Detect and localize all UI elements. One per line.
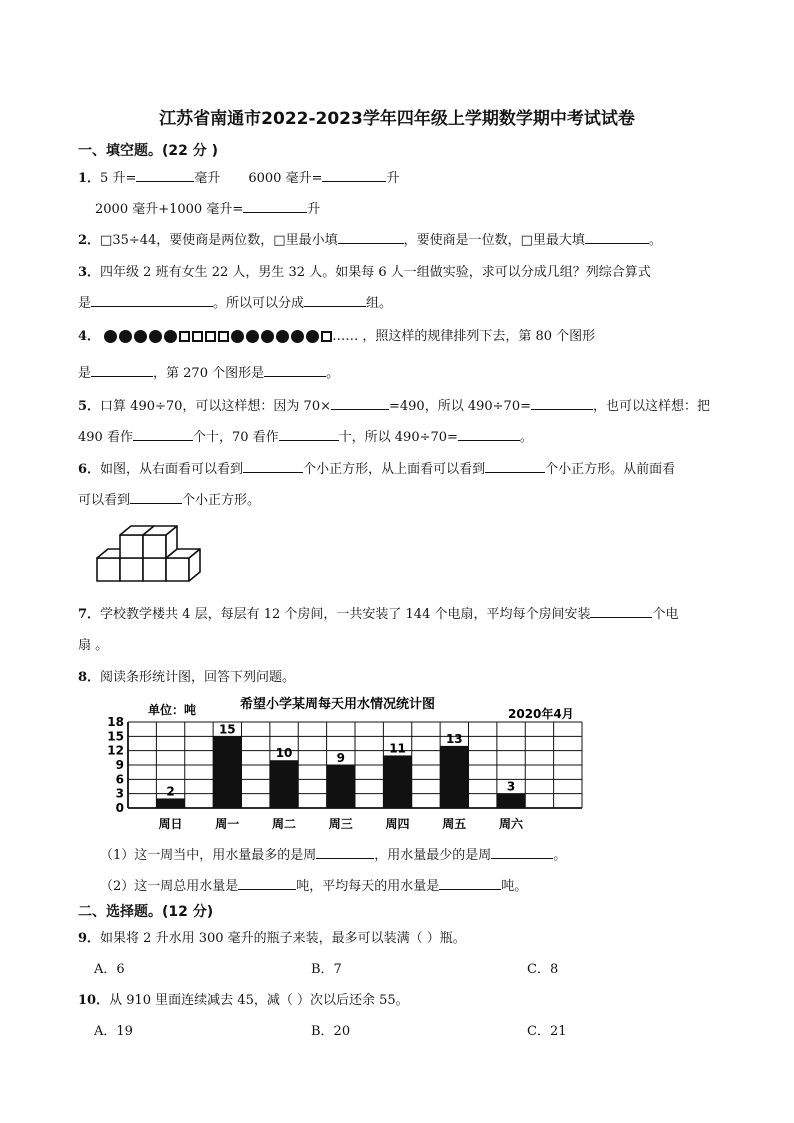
circle-shape — [276, 330, 289, 343]
question-number: 9． — [78, 931, 101, 946]
chart-x-labels — [159, 816, 525, 831]
question-8-sub-2 — [100, 875, 527, 894]
answer-blank[interactable] — [331, 397, 389, 410]
circle-shape — [306, 330, 319, 343]
section-fill-in: 一、填空题。(22 分 ) — [78, 143, 219, 159]
chart-date-label: 2020年4月 — [508, 707, 574, 721]
question-number: 10． — [78, 993, 110, 1008]
bar-value-label: 2 — [166, 784, 175, 799]
question-number: 6． — [78, 462, 101, 477]
q8-sub-text: ，用水量最少的是周 — [374, 848, 492, 863]
bar-周日 — [156, 798, 184, 808]
q9-option-c[interactable]: C．8 — [527, 962, 559, 977]
q1-text-c2: 升 — [307, 202, 321, 217]
square-shape — [205, 331, 216, 342]
answer-blank[interactable] — [531, 397, 593, 410]
circle-shape — [246, 330, 259, 343]
question-5-line-1 — [78, 395, 710, 414]
q6-text: 个小正方形。从前面看 — [545, 462, 676, 477]
bar-value-label: 10 — [275, 746, 293, 761]
q3-text: 。所以可以分成 — [213, 296, 305, 311]
shape-pattern — [104, 330, 332, 343]
page-title: 江苏省南通市2022-2023学年四年级上学期数学期中考试试卷 — [159, 109, 635, 129]
q8-sub-text: 吨。 — [501, 879, 528, 894]
question-1-line-2 — [95, 198, 320, 217]
q9-stem: 如果将 2 升水用 300 毫升的瓶子来装，最多可以装满（ ）瓶。 — [100, 931, 466, 946]
question-1-line-1 — [78, 167, 399, 186]
q1-text-a2: 毫升 — [194, 171, 221, 186]
answer-blank[interactable] — [130, 491, 182, 504]
question-3-line-1 — [78, 261, 651, 280]
question-7-line-2 — [78, 634, 108, 653]
q1-text-a: 5 升= — [100, 171, 137, 186]
answer-blank[interactable] — [458, 428, 520, 441]
q8-sub-text: （2）这一周总用水量是 — [100, 879, 239, 894]
answer-blank[interactable] — [136, 169, 194, 182]
q10-option-b[interactable]: B．20 — [311, 1024, 351, 1039]
question-4-line-1 — [78, 325, 595, 344]
answer-blank[interactable] — [491, 846, 553, 859]
y-tick-label: 18 — [107, 715, 124, 729]
q3-text: 组。 — [366, 296, 393, 311]
q1-text-b: 6000 毫升= — [248, 171, 323, 186]
chart-y-ticks — [107, 715, 124, 815]
q9-option-a[interactable]: A．6 — [94, 962, 125, 977]
bar-value-label: 13 — [445, 731, 463, 746]
answer-blank[interactable] — [485, 460, 545, 473]
y-tick-label: 3 — [115, 786, 124, 801]
question-6-line-2 — [78, 489, 260, 508]
bar-周四 — [383, 755, 411, 808]
circle-shape — [261, 330, 274, 343]
question-7-line-1 — [78, 603, 678, 622]
question-2 — [78, 229, 662, 248]
x-category-label: 周三 — [328, 817, 353, 831]
question-10 — [78, 989, 409, 1008]
answer-blank[interactable] — [304, 294, 366, 307]
bar-周五 — [440, 746, 468, 808]
circle-shape — [149, 330, 162, 343]
q9-option-b[interactable]: B．7 — [311, 962, 342, 977]
question-number: 5． — [78, 399, 101, 414]
q8-sub-text: （1）这一周当中，用水量最多的是周 — [100, 848, 317, 863]
question-number: 7． — [78, 607, 101, 622]
question-number: 3． — [78, 265, 101, 280]
bar-value-label: 11 — [389, 741, 406, 756]
q10-option-a[interactable]: A．19 — [94, 1024, 133, 1039]
q6-text: 可以看到 — [78, 493, 131, 508]
ellipsis: …… — [332, 329, 359, 344]
x-category-label: 周六 — [499, 817, 524, 831]
q1-text-b2: 升 — [386, 171, 400, 186]
q4-text: ，第 270 个图形是 — [153, 366, 265, 381]
q10-stem: 从 910 里面连续减去 45，减（ ）次以后还余 55。 — [109, 993, 409, 1008]
question-5-line-2 — [78, 426, 533, 445]
bar-value-label: 9 — [336, 751, 345, 765]
square-shape — [179, 331, 190, 342]
answer-blank[interactable] — [91, 294, 213, 307]
x-category-label: 周五 — [442, 817, 467, 831]
q10-option-c[interactable]: C．21 — [527, 1024, 567, 1039]
x-category-label: 周一 — [215, 817, 240, 831]
question-6-line-1 — [78, 458, 675, 477]
y-tick-label: 9 — [115, 758, 124, 772]
question-number: 2． — [78, 233, 101, 248]
q5-text: =490，所以 490÷70= — [389, 399, 531, 414]
answer-blank[interactable] — [590, 605, 652, 618]
question-8-sub-1 — [100, 844, 566, 863]
q8-sub-text: 吨，平均每天的用水量是 — [296, 879, 440, 894]
answer-blank[interactable] — [585, 231, 649, 244]
q6-text: 如图，从右面看可以看到 — [100, 462, 244, 477]
bar-周一 — [213, 736, 241, 808]
q4-text: 。 — [326, 366, 340, 381]
q6-text: 个小正方形，从上面看可以看到 — [303, 462, 486, 477]
answer-blank[interactable] — [243, 200, 307, 213]
y-tick-label: 15 — [107, 729, 124, 744]
x-category-label: 周二 — [272, 817, 297, 831]
question-number: 8． — [78, 670, 101, 685]
y-tick-label: 0 — [115, 801, 124, 815]
water-usage-bar-chart — [107, 690, 622, 836]
square-shape — [218, 331, 229, 342]
bar-value-label: 3 — [506, 779, 516, 794]
q8-text: 阅读条形统计图，回答下列问题。 — [100, 670, 296, 685]
x-category-label: 周日 — [158, 817, 183, 831]
answer-blank[interactable] — [338, 231, 404, 244]
question-8 — [78, 666, 295, 685]
x-category-label: 周四 — [385, 817, 410, 831]
q5-text: 。 — [519, 430, 533, 445]
chart-unit-label: 单位：吨 — [148, 703, 197, 717]
y-tick-label: 12 — [107, 743, 124, 758]
circle-shape — [134, 330, 147, 343]
q5-text: 个十，70 看作 — [192, 430, 279, 445]
q7-text: 学校教学楼共 4 层，每层有 12 个房间，一共安装了 144 个电扇，平均每个房间安装 — [100, 607, 591, 622]
answer-blank[interactable] — [264, 364, 326, 377]
q4-text: 是 — [78, 366, 92, 381]
q5-text: 十，所以 490÷70= — [338, 430, 458, 445]
q4-text: ，照这样的规律排列下去，第 80 个图形 — [362, 329, 596, 344]
y-tick-label: 6 — [115, 772, 124, 787]
q3-text: 四年级 2 班有女生 22 人，男生 32 人。如果每 6 人一组做实验，求可以分成几组？列综合算式 — [100, 265, 651, 280]
section-multiple-choice: 二、选择题。(12 分) — [78, 904, 214, 920]
q8-sub-text: 。 — [553, 848, 567, 863]
q2-text: 。 — [648, 233, 662, 248]
bar-周六 — [497, 794, 525, 808]
circle-shape — [104, 330, 117, 343]
q5-text: 口算 490÷70，可以这样想：因为 70× — [100, 399, 331, 414]
square-shape — [321, 331, 332, 342]
answer-blank[interactable] — [133, 428, 193, 441]
answer-blank[interactable] — [322, 169, 386, 182]
bar-value-label: 15 — [218, 722, 236, 737]
question-number: 4． — [78, 329, 101, 344]
chart-title: 希望小学某周每天用水情况统计图 — [240, 697, 436, 712]
q2-text: □35÷44，要使商是两位数，□里最小填 — [100, 233, 338, 248]
question-9 — [78, 927, 466, 946]
answer-blank[interactable] — [279, 428, 339, 441]
q5-text: ，也可以这样想：把 — [592, 399, 710, 414]
q1-text-c: 2000 毫升+1000 毫升= — [95, 202, 244, 217]
answer-blank[interactable] — [316, 846, 374, 859]
q7-text: 个电 — [652, 607, 679, 622]
circle-shape — [119, 330, 132, 343]
q6-text: 个小正方形。 — [182, 493, 261, 508]
circle-shape — [164, 330, 177, 343]
answer-blank[interactable] — [243, 460, 303, 473]
question-3-line-2 — [78, 292, 392, 311]
question-4-line-2 — [78, 362, 339, 381]
bar-周二 — [270, 760, 298, 808]
circle-shape — [291, 330, 304, 343]
q5-text: 490 看作 — [78, 430, 133, 445]
answer-blank[interactable] — [238, 877, 296, 890]
bar-周三 — [327, 765, 355, 808]
q2-text: ，要使商是一位数，□里最大填 — [403, 233, 585, 248]
question-number: 1． — [78, 171, 101, 186]
cube-figure — [92, 520, 212, 590]
square-shape — [192, 331, 203, 342]
answer-blank[interactable] — [439, 877, 501, 890]
q3-text: 是 — [78, 296, 92, 311]
circle-shape — [231, 330, 244, 343]
answer-blank[interactable] — [91, 364, 153, 377]
q7-text: 扇 。 — [78, 638, 109, 653]
